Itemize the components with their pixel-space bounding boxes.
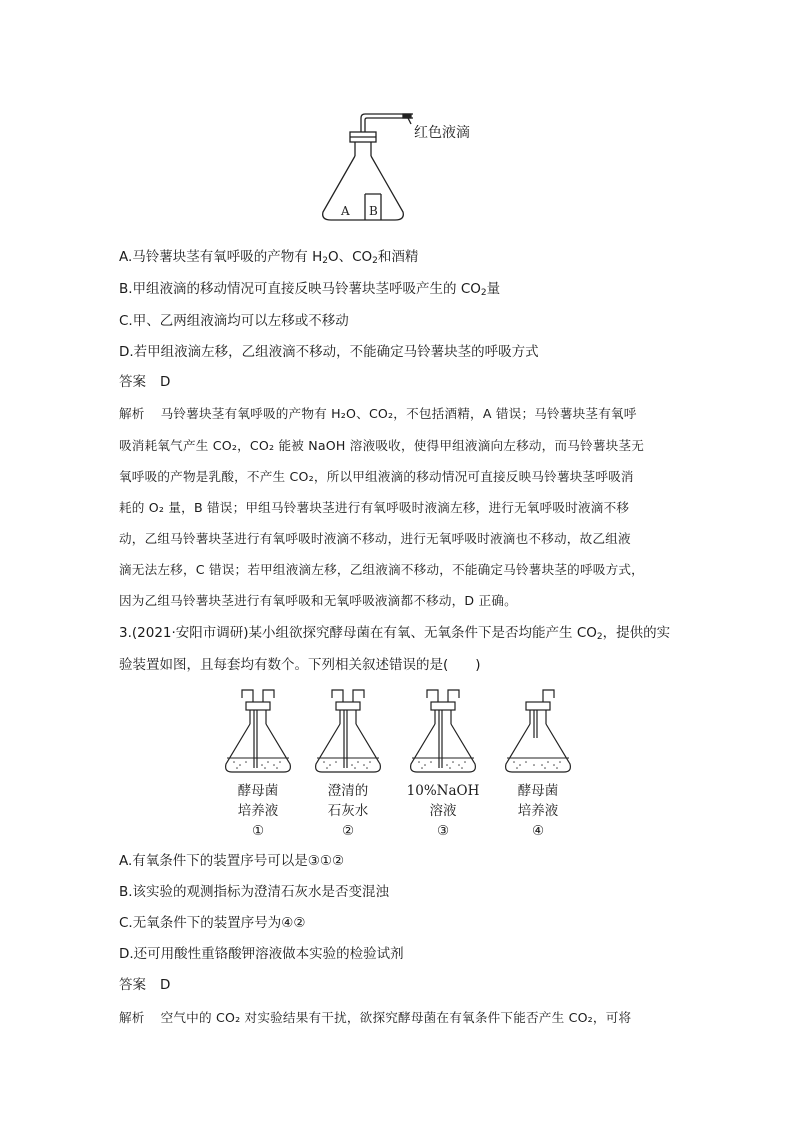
figure-flask-red-drop	[315, 108, 505, 228]
q3-option-a: A.有氧条件下的装置序号可以是③①②	[119, 853, 345, 869]
q3-analysis-line: 解析 空气中的 CO₂ 对实验结果有干扰，欲探究酵母菌在有氧条件下能否产生 CO₂，可将	[119, 1010, 632, 1025]
analysis-line: 动，乙组马铃薯块茎进行有氧呼吸时液滴不移动，进行无氧呼吸时液滴也不移动，故乙组液	[119, 531, 631, 546]
q3-stem-line2: 验装置如图，且每套均有数个。下列相关叙述错误的是( )	[119, 657, 481, 673]
analysis-line: 氧呼吸的产物是乳酸，不产生 CO₂，所以甲组液滴的移动情况可直接反映马铃薯块茎呼吸消	[119, 469, 634, 484]
flask-4	[498, 686, 578, 776]
flask-3	[403, 686, 483, 776]
flask-1-number: ①	[251, 823, 265, 839]
answer-row: 答案 D	[119, 374, 171, 390]
label-b: B	[369, 204, 378, 218]
flask-2-label1: 澄清的	[327, 783, 369, 799]
option-a: A.马铃薯块茎有氧呼吸的产物有 $H_2O$、$CO_2$和酒精	[119, 249, 419, 266]
q3-option-c: C.无氧条件下的装置序号为④②	[119, 915, 306, 931]
flask-1-label1: 酵母菌	[237, 783, 279, 799]
flask-2	[308, 686, 388, 776]
q3-option-d: D.还可用酸性重铬酸钾溶液做本实验的检验试剂	[119, 946, 404, 962]
flask-4-label2: 培养液	[517, 803, 559, 819]
flask-3-number: ③	[436, 823, 450, 839]
analysis-line: 因为乙组马铃薯块茎进行有氧呼吸和无氧呼吸液滴都不移动，D 正确。	[119, 593, 517, 608]
option-d: D.若甲组液滴左移，乙组液滴不移动，不能确定马铃薯块茎的呼吸方式	[119, 344, 539, 360]
flask-2-number: ②	[341, 823, 355, 839]
analysis-line: 吸消耗氧气产生 CO₂，CO₂ 能被 NaOH 溶液吸收，使得甲组液滴向左移动，而马铃薯块茎无	[119, 438, 645, 453]
flask-1-label2: 培养液	[237, 803, 279, 819]
flask-3-label1: 10%NaOH	[406, 783, 480, 799]
analysis-line: 耗的 O₂ 量，B 错误；甲组马铃薯块茎进行有氧呼吸时液滴左移，进行无氧呼吸时液滴不移	[119, 500, 630, 515]
flask-4-label1: 酵母菌	[517, 783, 559, 799]
flask-1	[218, 686, 298, 776]
flask-3-label2: 溶液	[429, 803, 457, 819]
analysis-line: 滴无法左移，C 错误；若甲组液滴左移，乙组液滴不移动，不能确定马铃薯块茎的呼吸方式，	[119, 562, 644, 577]
option-c: C.甲、乙两组液滴均可以左移或不移动	[119, 313, 349, 329]
flask-2-label2: 石灰水	[327, 803, 369, 819]
q3-stem-line1: 3.(2021·安阳市调研)某小组欲探究酵母菌在有氧、无氧条件下是否均能产生 $CO_2$，提供的实	[119, 625, 671, 642]
q3-option-b: B.该实验的观测指标为澄清石灰水是否变混浊	[119, 884, 390, 900]
label-a: A	[341, 204, 350, 218]
q3-answer-row: 答案 D	[119, 977, 171, 993]
analysis-line: 解析 马铃薯块茎有氧呼吸的产物有 H₂O、CO₂，不包括酒精，A 错误；马铃薯块茎有氧呼	[119, 406, 637, 421]
flask-4-number: ④	[531, 823, 545, 839]
drop-label: 红色液滴	[414, 125, 470, 141]
option-b: B.甲组液滴的移动情况可直接反映马铃薯块茎呼吸产生的 $CO_2$量	[119, 281, 501, 298]
